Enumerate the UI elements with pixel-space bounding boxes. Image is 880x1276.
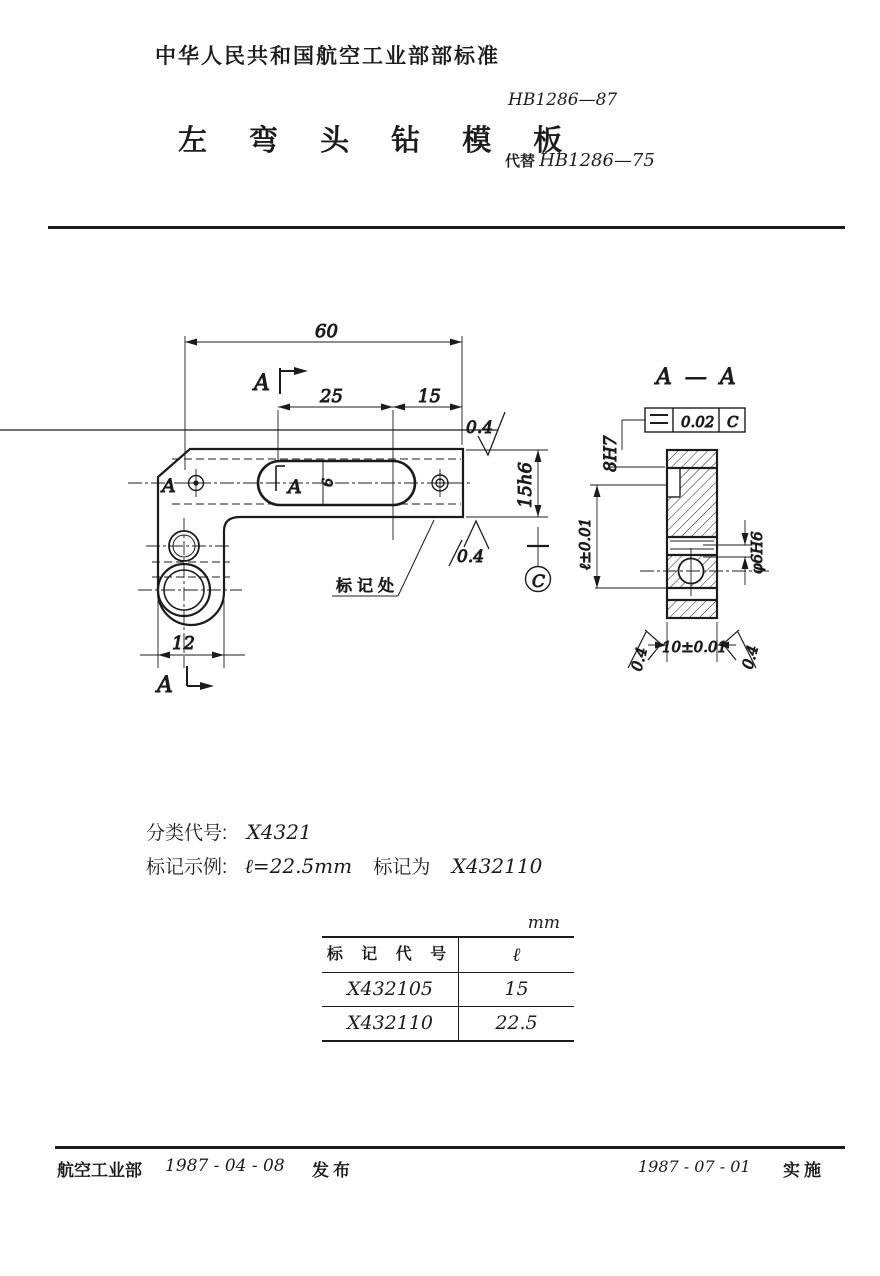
classification-value: X4321 <box>246 820 312 844</box>
section-hatching <box>667 450 717 618</box>
dim-60-text: 60 <box>315 321 338 342</box>
footer-impl-date: 1987 - 07 - 01 <box>638 1157 751 1176</box>
footer-issue-date: 1987 - 04 - 08 <box>165 1156 285 1176</box>
standard-code: HB1286—87 <box>508 90 618 110</box>
standard-org-title: 中华人民共和国航空工业部部标准 <box>155 45 500 68</box>
dim-15h6-text: 15h6 <box>515 462 536 508</box>
section-letter-top: A <box>254 371 270 396</box>
marking-example-value: X432110 <box>451 854 543 878</box>
marking-example-note <box>146 852 542 879</box>
dim-25-text: 25 <box>320 386 343 407</box>
section-letter-slot: A <box>288 476 302 498</box>
footer-rule <box>55 1146 845 1149</box>
table-cell-l: 15 <box>504 978 529 1000</box>
finish-sec-right-text: 0.4 <box>738 643 763 672</box>
dim-l <box>594 485 668 588</box>
section-letter-left: A <box>162 475 176 497</box>
dim-8h7-text: 8H7 <box>601 435 621 472</box>
footer-issuer: 航空工业部 <box>57 1161 142 1180</box>
table-header-code: 标 记 代 号 <box>322 938 459 972</box>
classification-note <box>146 818 312 845</box>
tol-value-text: 0.02 <box>681 413 715 431</box>
spec-table <box>322 910 574 1042</box>
marking-example-mid: 标记为 <box>373 857 431 878</box>
tol-datum-text: C <box>727 413 739 431</box>
table-unit: mm <box>527 913 560 933</box>
section-view <box>576 365 770 673</box>
classification-label: 分类代号: <box>146 823 228 844</box>
dim-phi6-text: φ6H6 <box>748 531 766 574</box>
table-cell-l: 22.5 <box>495 1012 538 1034</box>
replaces-label: 代替 <box>505 153 536 170</box>
table-row <box>322 1007 574 1042</box>
section-marker-top <box>280 367 308 394</box>
mark-note-text: 标记处 <box>336 578 400 595</box>
table-cell-code: X432105 <box>322 973 459 1006</box>
section-title: A — A <box>656 365 739 390</box>
table-cell-code: X432110 <box>322 1007 459 1040</box>
dim-10-text: 10±0.01 <box>662 638 728 656</box>
table-row <box>322 973 574 1007</box>
finish-top-text: 0.4 <box>466 418 494 438</box>
finish-sec-left-text: 0.4 <box>627 645 652 674</box>
marking-example-formula: ℓ=22.5mm <box>244 854 353 878</box>
dim-12-text: 12 <box>172 633 195 654</box>
section-marker-bottom <box>187 666 214 690</box>
dim-15-text: 15 <box>418 386 441 407</box>
footer-impl-label: 实施 <box>783 1161 825 1180</box>
document-title: 左 弯 头 钻 模 板 <box>178 125 580 157</box>
dim-slot-9-text: 9 <box>318 478 334 487</box>
section-letter-bottom: A <box>157 673 173 698</box>
front-view <box>0 321 551 698</box>
datum-c-text: C <box>532 572 546 592</box>
footer-issue-label: 发布 <box>312 1161 354 1180</box>
marking-example-label: 标记示例: <box>146 857 228 878</box>
finish-bottom-text: 0.4 <box>457 547 485 567</box>
table-header-row <box>322 936 574 973</box>
replaces-code: HB1286—75 <box>539 150 655 171</box>
dim-l-text: ℓ±0.01 <box>576 517 594 570</box>
table-header-l: ℓ <box>512 944 521 966</box>
